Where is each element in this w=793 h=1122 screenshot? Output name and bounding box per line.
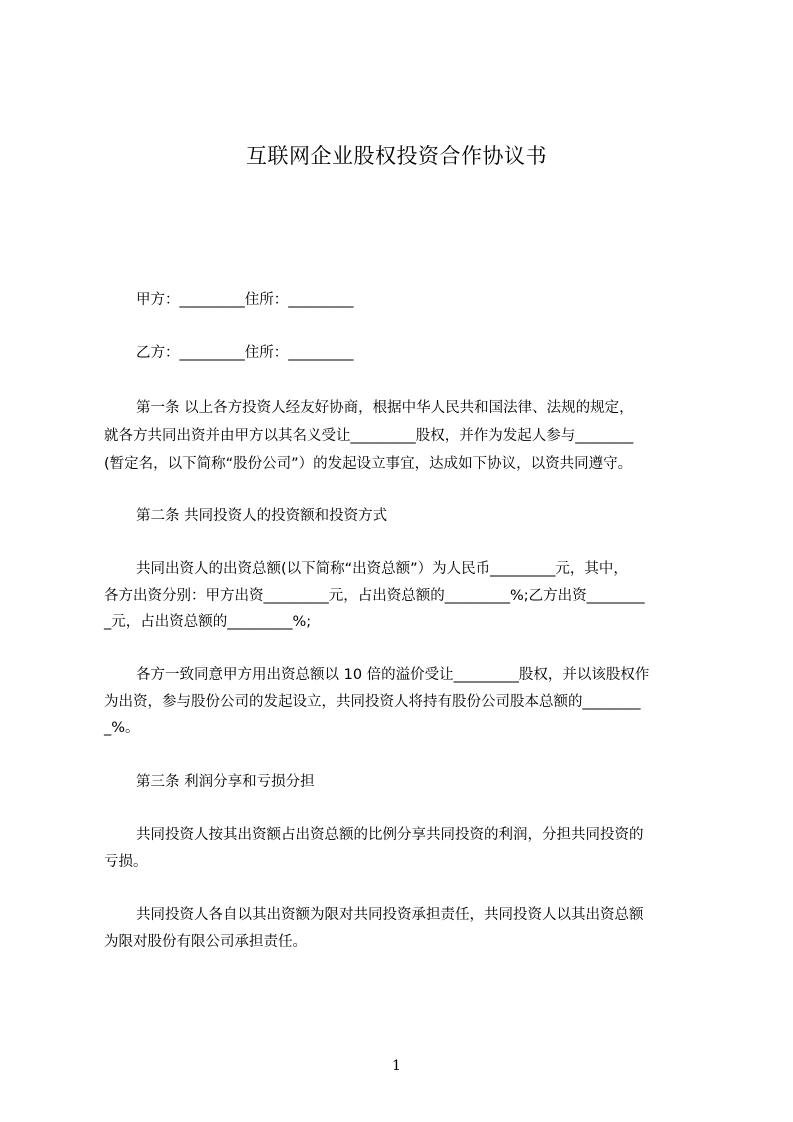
article-2-p1-line: 各方出资分别：甲方出资_________元，占出资总额的_________%;乙方出资________ xyxy=(104,588,645,604)
article-2-p2-line: 各方一致同意甲方用出资总额以 10 倍的溢价受让_________股权，并以该股权作 xyxy=(136,667,650,683)
article-3-p2-line: 为限对股份有限公司承担责任。 xyxy=(104,934,307,950)
article-3-p1-line: 共同投资人按其出资额占出资总额的比例分享共同投资的利润，分担共同投资的 xyxy=(136,827,644,843)
article-1-line: 第一条 以上各方投资人经友好协商，根据中华人民共和国法律、法规的规定， xyxy=(136,400,634,416)
article-3-heading: 第三条 利润分享和亏损分担 xyxy=(136,774,315,790)
page-number: 1 xyxy=(392,1058,401,1074)
article-3-p2-line: 共同投资人各自以其出资额为限对共同投资承担责任，共同投资人以其出资总额 xyxy=(136,907,644,923)
article-1-line: (暂定名，以下简称“股份公司”）的发起设立事宜，达成如下协议，以资共同遵守。 xyxy=(104,456,633,472)
party-b-line: 乙方：_________住所：_________ xyxy=(136,345,354,361)
article-2-p2-line: 为出资，参与股份公司的发起设立，共同投资人将持有股份公司股本总额的________ xyxy=(104,694,641,710)
article-2-p1-line: 共同出资人的出资总额(以下简称“出资总额”）为人民币_________元，其中， xyxy=(136,561,628,577)
article-2-heading: 第二条 共同投资人的投资额和投资方式 xyxy=(136,508,388,524)
party-a-line: 甲方：_________住所：_________ xyxy=(136,292,354,308)
article-1-line: 就各方共同出资并由甲方以其名义受让_________股权，并作为发起人参与________ xyxy=(104,428,634,444)
article-2-p1-line: _元，占出资总额的_________%; xyxy=(104,614,312,630)
article-3-p1-line: 亏损。 xyxy=(104,854,148,870)
document-title: 互联网企业股权投资合作协议书 xyxy=(246,144,547,168)
article-2-p2-line: _%。 xyxy=(104,720,140,736)
